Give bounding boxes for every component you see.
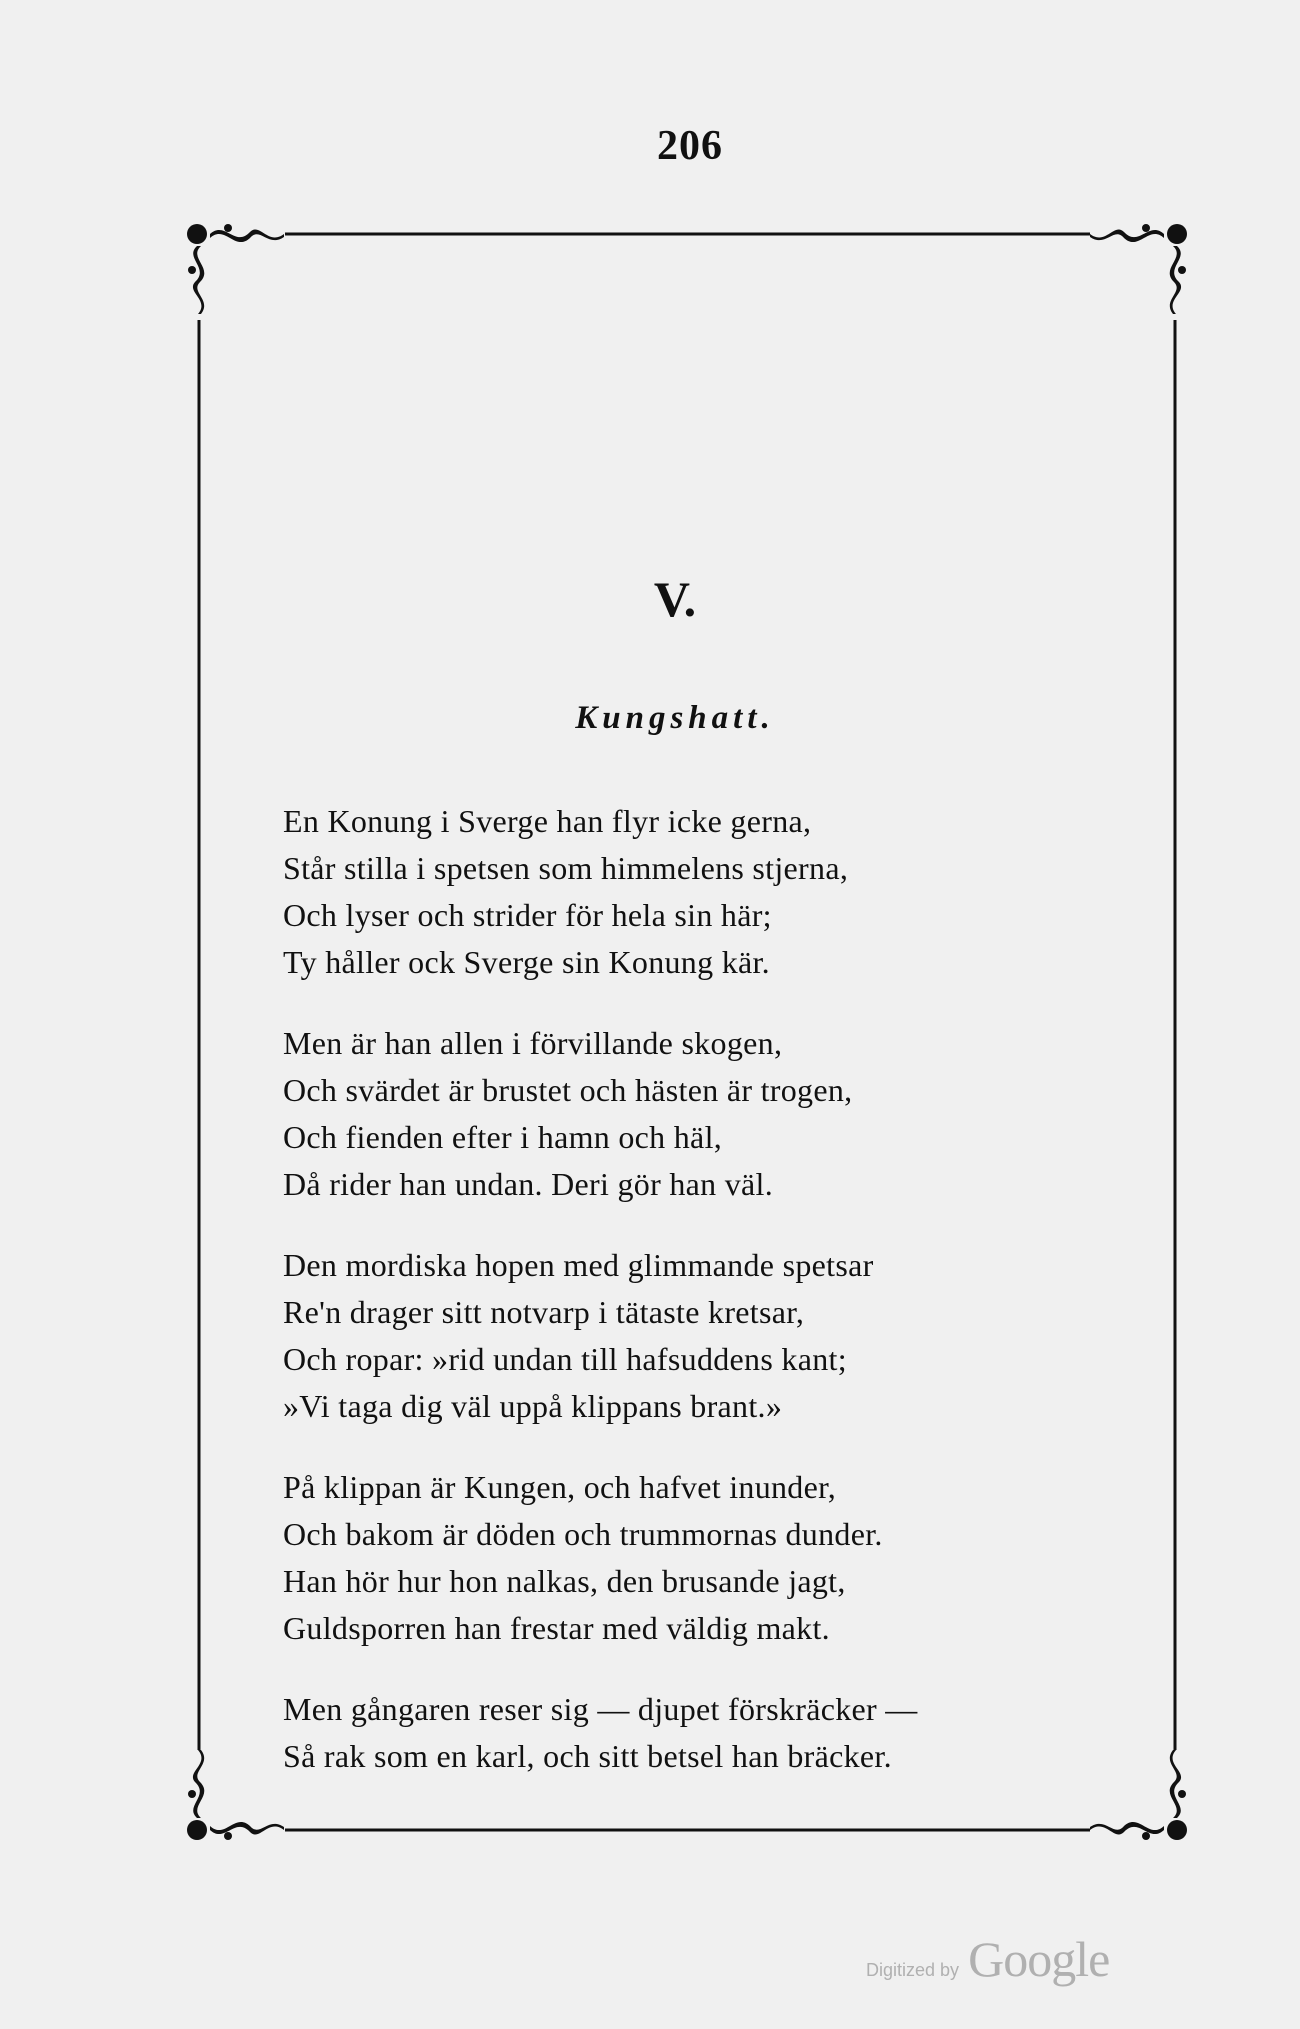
corner-ornament-top-left bbox=[187, 224, 284, 314]
stanza bbox=[283, 1020, 1083, 1208]
digitized-by-watermark bbox=[866, 1930, 1109, 1988]
corner-ornament-bottom-right bbox=[1090, 1750, 1187, 1840]
verse-line: Men är han allen i förvillande skogen, bbox=[283, 1025, 783, 1061]
verse-line: Men gångaren reser sig — djupet förskräcker — bbox=[283, 1691, 918, 1727]
verse-line: Och lyser och strider för hela sin här; bbox=[283, 897, 772, 933]
poem-title: Kungshatt. bbox=[575, 700, 775, 736]
page-number: 206 bbox=[657, 123, 723, 169]
verse-line: Ty håller ock Sverge sin Konung kär. bbox=[283, 944, 770, 980]
verse-line: Och svärdet är brustet och hästen är trogen, bbox=[283, 1072, 853, 1108]
poem-body bbox=[283, 798, 1083, 1814]
verse-line: Så rak som en karl, och sitt betsel han bräcker. bbox=[283, 1738, 892, 1774]
corner-ornament-bottom-left bbox=[187, 1750, 284, 1840]
stanza bbox=[283, 798, 1083, 986]
verse-line: Och fienden efter i hamn och häl, bbox=[283, 1119, 723, 1155]
verse-line: Den mordiska hopen med glimmande spetsar bbox=[283, 1247, 874, 1283]
verse-line: Han hör hur hon nalkas, den brusande jagt, bbox=[283, 1563, 846, 1599]
verse-line: Re'n drager sitt notvarp i tätaste kretsar, bbox=[283, 1294, 805, 1330]
verse-line: Och ropar: »rid undan till hafsuddens kant; bbox=[283, 1341, 847, 1377]
watermark-prefix: Digitized by bbox=[866, 1960, 960, 1980]
section-mark: V. bbox=[653, 571, 697, 627]
stanza bbox=[283, 1242, 1083, 1430]
verse-line: På klippan är Kungen, och hafvet inunder, bbox=[283, 1469, 837, 1505]
verse-line: Guldsporren han frestar med väldig makt. bbox=[283, 1610, 830, 1646]
stanza bbox=[283, 1686, 1083, 1780]
google-logo: Google bbox=[968, 1931, 1110, 1987]
stanza bbox=[283, 1464, 1083, 1652]
corner-ornament-top-right bbox=[1090, 224, 1187, 314]
verse-line: En Konung i Sverge han flyr icke gerna, bbox=[283, 803, 812, 839]
verse-line: Då rider han undan. Deri gör han väl. bbox=[283, 1166, 774, 1202]
verse-line: Står stilla i spetsen som himmelens stjerna, bbox=[283, 850, 849, 886]
verse-line: Och bakom är döden och trummornas dunder. bbox=[283, 1516, 883, 1552]
verse-line: »Vi taga dig väl uppå klippans brant.» bbox=[283, 1388, 783, 1424]
